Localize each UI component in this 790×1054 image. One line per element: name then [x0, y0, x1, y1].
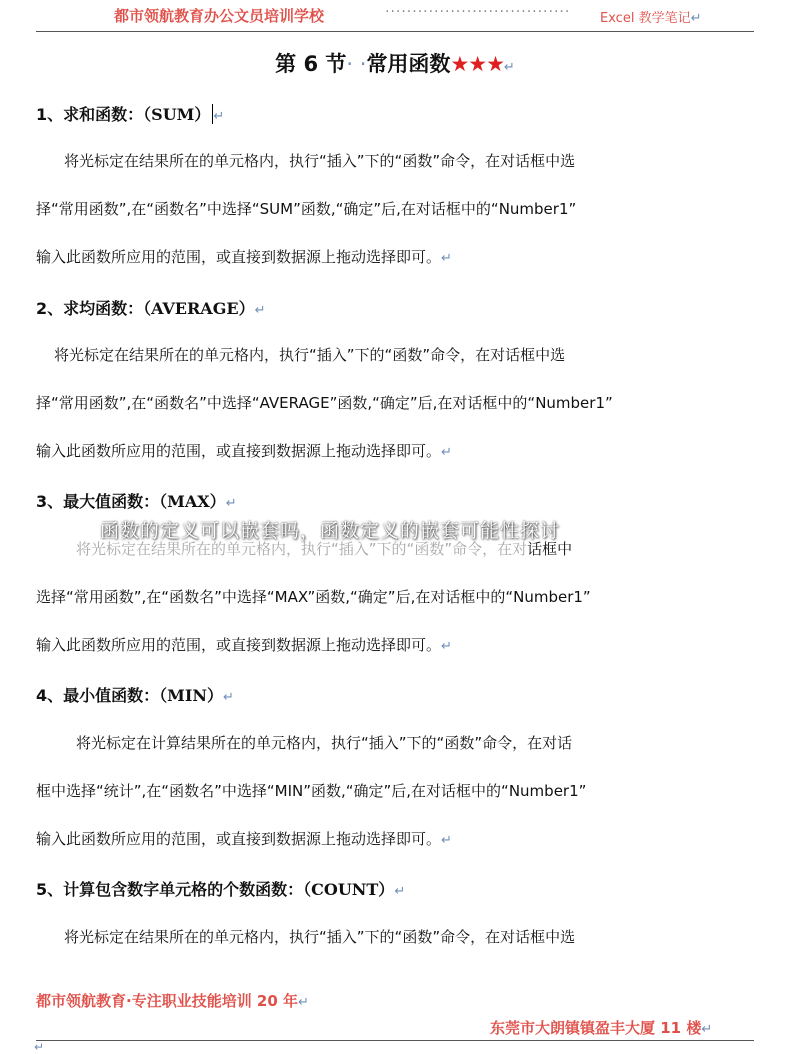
heading-label: 3、最大值函数： — [36, 492, 160, 511]
header-leader-dots: ·································· — [385, 4, 571, 20]
heading-label: 4、最小值函数： — [36, 686, 160, 705]
header-doc-title-text: Excel 教学笔记 — [600, 11, 691, 26]
paragraph-mark-icon: ↵ — [298, 995, 309, 1010]
paragraph-mark-icon: ↵ — [394, 884, 406, 899]
footer-address-text: 东莞市大朗镇镇盈丰大厦 11 楼 — [490, 1019, 702, 1037]
paragraph-mark-icon: ↵ — [503, 60, 515, 75]
rating-stars-icon: ★★★ — [450, 52, 504, 76]
footer-slogan — [36, 990, 309, 1011]
paragraph-line: 将光标定在结果所在的单元格内，执行“插入”下的“函数”命令，在对话框中选 — [64, 152, 576, 170]
heading-average — [36, 296, 265, 319]
section-number: 第 6 节 — [275, 52, 347, 76]
heading-count — [36, 877, 405, 900]
paragraph-line-text: 输入此函数所应用的范围，或直接到数据源上拖动选择即可。 — [36, 636, 442, 654]
heading-label: 2、求均函数： — [36, 299, 144, 318]
paragraph-line-tail: 话框中 — [527, 540, 573, 558]
paragraph-mark-icon: ↵ — [34, 1040, 45, 1054]
paragraph-line: 择“常用函数”,在“函数名”中选择“AVERAGE”函数,“确定”后,在对话框中的“Number1” — [36, 394, 613, 412]
footer-slogan-text: 都市领航教育·专注职业技能培训 20 年 — [36, 992, 299, 1010]
heading-function-name: （MIN） — [159, 686, 223, 705]
paragraph-mark-icon: ↵ — [701, 1022, 713, 1037]
paragraph-line: 将光标定在结果所在的单元格内，执行“插入”下的“函数”命令，在对话框中选 — [64, 928, 576, 946]
overlay-caption: 函数的定义可以嵌套吗，函数定义的嵌套可能性探讨 — [100, 520, 561, 542]
paragraph-line-last — [36, 828, 452, 849]
paragraph-mark-icon: ↵ — [441, 639, 452, 654]
paragraph-mark-icon: ↵ — [690, 11, 702, 26]
paragraph-mark-icon: ↵ — [225, 496, 237, 511]
paragraph-line-text: 将光标定在结果所在的单元格内，执行“插入”下的“函数”命令，在对 — [76, 540, 528, 558]
paragraph-line: 择“常用函数”,在“函数名”中选择“SUM”函数,“确定”后,在对话框中的“Number1” — [36, 200, 577, 218]
paragraph-line: 框中选择“统计”,在“函数名”中选择“MIN”函数,“确定”后,在对话框中的“Number1” — [36, 782, 587, 800]
paragraph-mark-icon: ↵ — [441, 833, 452, 848]
paragraph-line-last — [36, 440, 452, 461]
section-name: 常用函数 — [366, 52, 451, 76]
header-school-name: 都市领航教育办公文员培训学校 — [114, 7, 325, 25]
paragraph-mark-icon: ↵ — [441, 251, 452, 266]
heading-sum — [36, 102, 224, 125]
paragraph-line: 选择“常用函数”,在“函数名”中选择“MAX”函数,“确定”后,在对话框中的“Number1” — [36, 588, 591, 606]
footer-address — [490, 1017, 712, 1038]
paragraph-line-last — [36, 634, 452, 655]
paragraph-line-text: 输入此函数所应用的范围，或直接到数据源上拖动选择即可。 — [36, 248, 442, 266]
heading-label: 1、求和函数： — [36, 105, 144, 124]
heading-function-name: （COUNT） — [303, 880, 395, 899]
footer-divider — [36, 1040, 754, 1041]
heading-function-name: （AVERAGE） — [143, 299, 255, 318]
paragraph-mark-icon: ↵ — [213, 109, 225, 124]
paragraph-mark-icon: ↵ — [441, 445, 452, 460]
heading-function-name: （MAX） — [159, 492, 226, 511]
heading-min — [36, 683, 234, 706]
heading-label: 5、计算包含数字单元格的个数函数： — [36, 880, 304, 899]
paragraph-line: 将光标定在结果所在的单元格内，执行“插入”下的“函数”命令，在对话框中选 — [54, 346, 566, 364]
paragraph-line-last — [36, 246, 452, 267]
heading-function-name: （SUM） — [143, 105, 211, 124]
paragraph-line-text: 输入此函数所应用的范围，或直接到数据源上拖动选择即可。 — [36, 442, 442, 460]
paragraph-mark-icon: ↵ — [254, 303, 266, 318]
section-dots: · · — [346, 52, 367, 76]
paragraph-mark-icon: ↵ — [222, 690, 234, 705]
paragraph-line-text: 输入此函数所应用的范围，或直接到数据源上拖动选择即可。 — [36, 830, 442, 848]
heading-max — [36, 489, 237, 512]
paragraph-line: 将光标定在计算结果所在的单元格内，执行“插入”下的“函数”命令，在对话 — [76, 734, 573, 752]
